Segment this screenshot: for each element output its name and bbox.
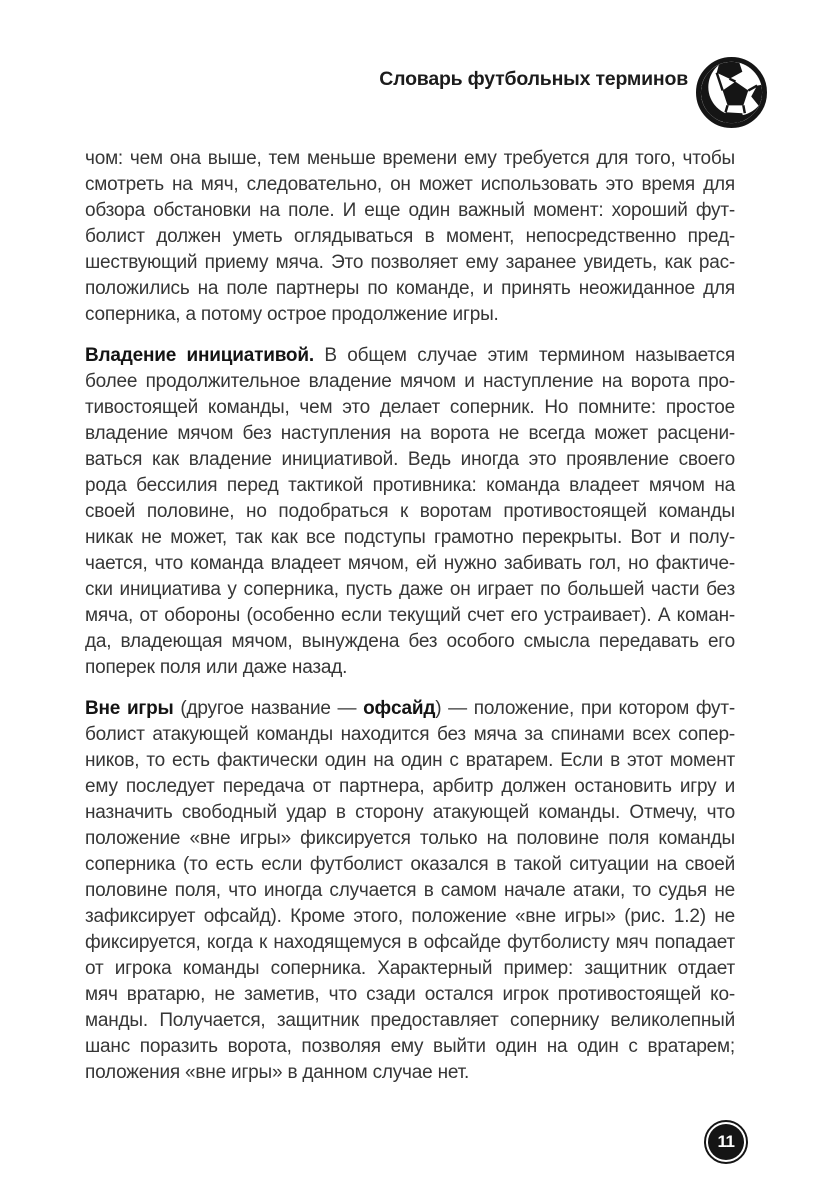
text-run: обзора обстановки на поле. И еще один важный момент: хороший фут- [85,200,735,221]
text-line [85,395,735,421]
text-run: манды. Получается, защитник предоставляет сопернику великолепный [85,1010,735,1031]
text-line [85,302,735,328]
text-run: чается, что команда владеет мячом, ей нужно забивать гол, но фактиче- [85,553,735,574]
text-run: ников, то есть фактически один на один с вратарем. Если в этот момент [85,750,735,771]
page-number: 11 [708,1124,744,1160]
text-line [85,603,735,629]
text-run: шествующий приему мяча. Это позволяет ему заранее увидеть, как рас- [85,252,735,273]
body-text [85,146,735,1101]
paragraph [85,696,735,1086]
text-line [85,1034,735,1060]
text-line [85,369,735,395]
text-run: ваться как владение инициативой. Ведь иногда это проявление своего [85,449,735,470]
text-run: тивостоящей команды, чем это делает соперник. Но помните: простое [85,397,735,418]
text-line [85,172,735,198]
text-run: своей половине, но подобраться к воротам противостоящей команды [85,501,735,522]
text-run: болист должен уметь оглядываться в момент, непосредственно пред- [85,226,735,247]
text-line [85,447,735,473]
text-run: чом: чем она выше, тем меньше времени ему требуется для того, чтобы [85,148,735,169]
text-line [85,904,735,930]
text-run: мяча, от обороны (особенно если текущий счет его устраивает). А коман- [85,605,735,626]
text-run: болист атакующей команды находится без мяча за спинами всех сопер- [85,724,735,745]
text-line [85,878,735,904]
text-line [85,696,735,722]
text-line [85,982,735,1008]
text-run: смотреть на мяч, следовательно, он может использовать это время для [85,174,735,195]
text-line [85,421,735,447]
text-line [85,146,735,172]
text-line [85,629,735,655]
text-run: никак не может, так как все подступы грамотно перекрыты. Вот и полу- [85,527,735,548]
text-run: от игрока команды соперника. Характерный пример: защитник отдает [85,958,735,979]
paragraph [85,146,735,328]
text-line [85,276,735,302]
text-run: В общем случае этим термином называется [313,345,736,366]
text-run: да, владеющая мячом, вынуждена без особого смысла передавать его [85,631,735,652]
text-line [85,852,735,878]
text-run: положились на поле партнеры по команде, и принять неожиданное для [85,278,735,299]
text-line [85,577,735,603]
text-line [85,774,735,800]
text-line [85,826,735,852]
text-line [85,748,735,774]
text-run: соперника (то есть если футболист оказался в такой ситуации на своей [85,854,735,875]
text-run: рода бессилия перед тактикой противника: команда владеет мячом на [85,475,735,496]
text-line [85,722,735,748]
text-run: (другое название — [173,698,364,719]
text-run: ски инициатива у соперника, пусть даже он играет по большей части без [85,579,735,600]
text-run: Владение инициативой. [85,345,314,366]
text-line [85,930,735,956]
text-line [85,343,735,369]
text-line [85,551,735,577]
soccer-ball-icon [696,57,767,128]
text-line [85,250,735,276]
text-run: офсайд [363,698,436,719]
text-run: соперника, а потому острое продолжение игры. [85,304,499,325]
text-run: Вне игры [85,698,174,719]
text-run: ему последует передача от партнера, арбитр должен остановить игру и [85,776,735,797]
text-line [85,800,735,826]
page-header [0,57,767,128]
text-run: положения «вне игры» в данном случае нет. [85,1062,470,1083]
text-line [85,473,735,499]
text-run: половине поля, что иногда случается в самом начале атаки, то судья не [85,880,735,901]
text-line [85,1060,735,1086]
text-run: поперек поля или даже назад. [85,657,348,678]
text-run: зафиксирует офсайд). Кроме этого, положение «вне игры» (рис. 1.2) не [85,906,735,927]
text-line [85,198,735,224]
text-run: ) — положение, при котором фут- [435,698,735,719]
text-run: владение мячом без наступления на ворота не всегда может расцени- [85,423,735,444]
text-line [85,1008,735,1034]
text-run: назначить свободный удар в сторону атакующей команды. Отмечу, что [85,802,735,823]
page-title: Словарь футбольных терминов [379,68,688,90]
text-run: положение «вне игры» фиксируется только на половине поля команды [85,828,735,849]
page-number-badge [704,1120,748,1164]
text-line [85,956,735,982]
text-run: мяч вратарю, не заметив, что сзади остался игрок противостоящей ко- [85,984,735,1005]
text-run: более продолжительное владение мячом и наступление на ворота про- [85,371,735,392]
text-line [85,224,735,250]
text-run: шанс поразить ворота, позволяя ему выйти один на один с вратарем; [85,1036,735,1057]
text-line [85,499,735,525]
text-run: фиксируется, когда к находящемуся в офсайде футболисту мяч попадает [85,932,735,953]
text-line [85,655,735,681]
paragraph [85,343,735,681]
text-line [85,525,735,551]
